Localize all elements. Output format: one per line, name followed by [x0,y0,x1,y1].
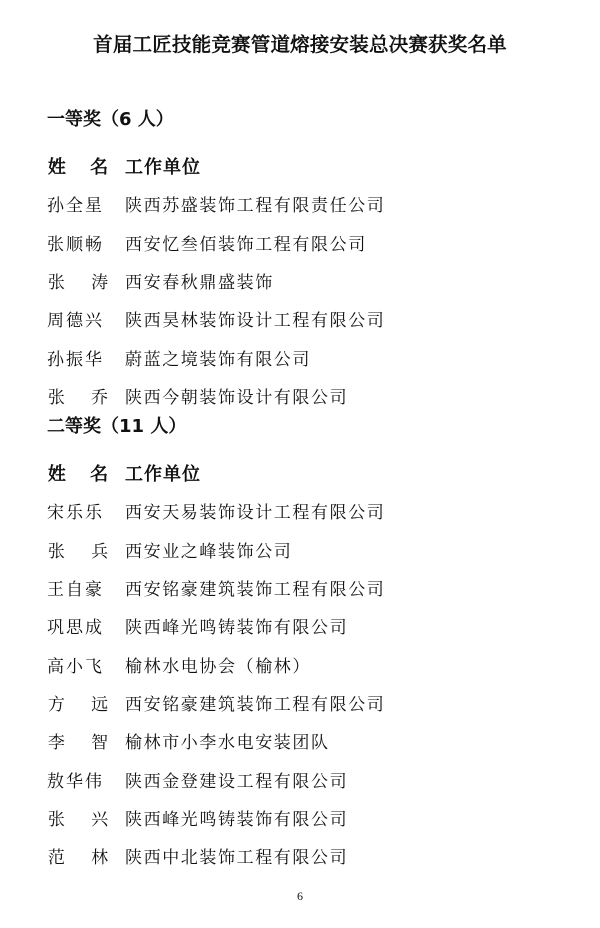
section-heading: 一等奖（6 人） [47,109,174,130]
winner-name [47,843,125,868]
winner-name [47,383,125,408]
winner-row [47,223,567,261]
winner-organization: 榆林市小李水电安装团队 [125,733,330,754]
winner-organization: 陕西峰光鸣铸装饰有限公司 [125,810,349,831]
winner-name: 高小飞 [47,656,104,677]
winner-row [47,376,567,414]
name-part-first: 李 [47,733,65,754]
page-title: 首届工匠技能竞赛管道熔接安装总决赛获奖名单 [93,33,507,56]
name-part-first: 张 [47,810,65,831]
winner-organization: 陕西昊林装饰设计工程有限公司 [125,311,386,332]
winner-name [47,690,125,715]
winner-name: 巩思成 [47,618,104,639]
winner-organization: 陕西峰光鸣铸装饰有限公司 [125,618,349,639]
winner-organization: 蔚蓝之境装饰有限公司 [125,349,311,370]
winner-name: 张顺畅 [47,234,104,255]
winner-name: 周德兴 [47,311,104,332]
name-part-second: 林 [91,848,109,869]
winner-row [47,492,567,530]
name-part-first: 张 [47,273,65,294]
winner-row [47,837,567,875]
winner-row [47,530,567,568]
name-part-second: 涛 [91,273,109,294]
org-column-header: 工作单位 [125,156,201,178]
name-part-second: 名 [90,463,109,485]
winner-row [47,261,567,299]
winner-organization: 西安天易装饰设计工程有限公司 [125,503,386,524]
winner-name: 孙振华 [47,349,104,370]
winner-row [47,683,567,721]
winner-name: 宋乐乐 [47,503,104,524]
winner-row [47,798,567,836]
first-prize-section [47,108,567,415]
name-part-second: 兵 [91,541,109,562]
name-part-first: 范 [47,848,65,869]
name-part-second: 乔 [91,388,109,409]
winner-row [47,722,567,760]
section-heading: 二等奖（11 人） [47,416,187,437]
column-header-row [47,146,567,184]
winner-row [47,338,567,376]
name-part-second: 远 [91,695,109,716]
winner-organization: 陕西今朝装饰设计有限公司 [125,388,349,409]
winner-row [47,300,567,338]
winner-organization: 西安铭豪建筑装饰工程有限公司 [125,580,386,601]
name-part-first: 方 [47,695,65,716]
page-number: 6 [297,889,303,903]
winner-name [47,805,125,830]
name-column-header [47,153,125,179]
winner-name [47,268,125,293]
winner-row [47,185,567,223]
winner-name: 孙全星 [47,196,104,217]
second-prize-section [47,415,567,875]
winner-row [47,645,567,683]
winner-organization: 陕西金登建设工程有限公司 [125,771,349,792]
winner-organization: 西安铭豪建筑装饰工程有限公司 [125,695,386,716]
name-part-first: 张 [47,388,65,409]
name-part-second: 智 [91,733,109,754]
org-column-header: 工作单位 [125,463,201,485]
winner-name: 敖华伟 [47,771,104,792]
name-part-second: 名 [90,156,109,178]
winner-organization: 西安春秋鼎盛装饰 [125,273,274,294]
winner-organization: 西安业之峰装饰公司 [125,541,293,562]
name-part-first: 姓 [47,463,66,485]
winner-organization: 榆林水电协会（榆林） [125,656,311,677]
name-column-header [47,460,125,486]
name-part-second: 兴 [91,810,109,831]
winner-row [47,760,567,798]
winner-row [47,568,567,606]
winner-name: 王自豪 [47,580,104,601]
column-header-row [47,453,567,491]
winner-organization: 陕西中北装饰工程有限公司 [125,848,349,869]
winner-organization: 西安忆叁佰装饰工程有限公司 [125,234,367,255]
name-part-first: 张 [47,541,65,562]
winner-organization: 陕西苏盛装饰工程有限责任公司 [125,196,386,217]
winner-name [47,537,125,562]
winner-row [47,607,567,645]
name-part-first: 姓 [47,156,66,178]
winner-name [47,728,125,753]
